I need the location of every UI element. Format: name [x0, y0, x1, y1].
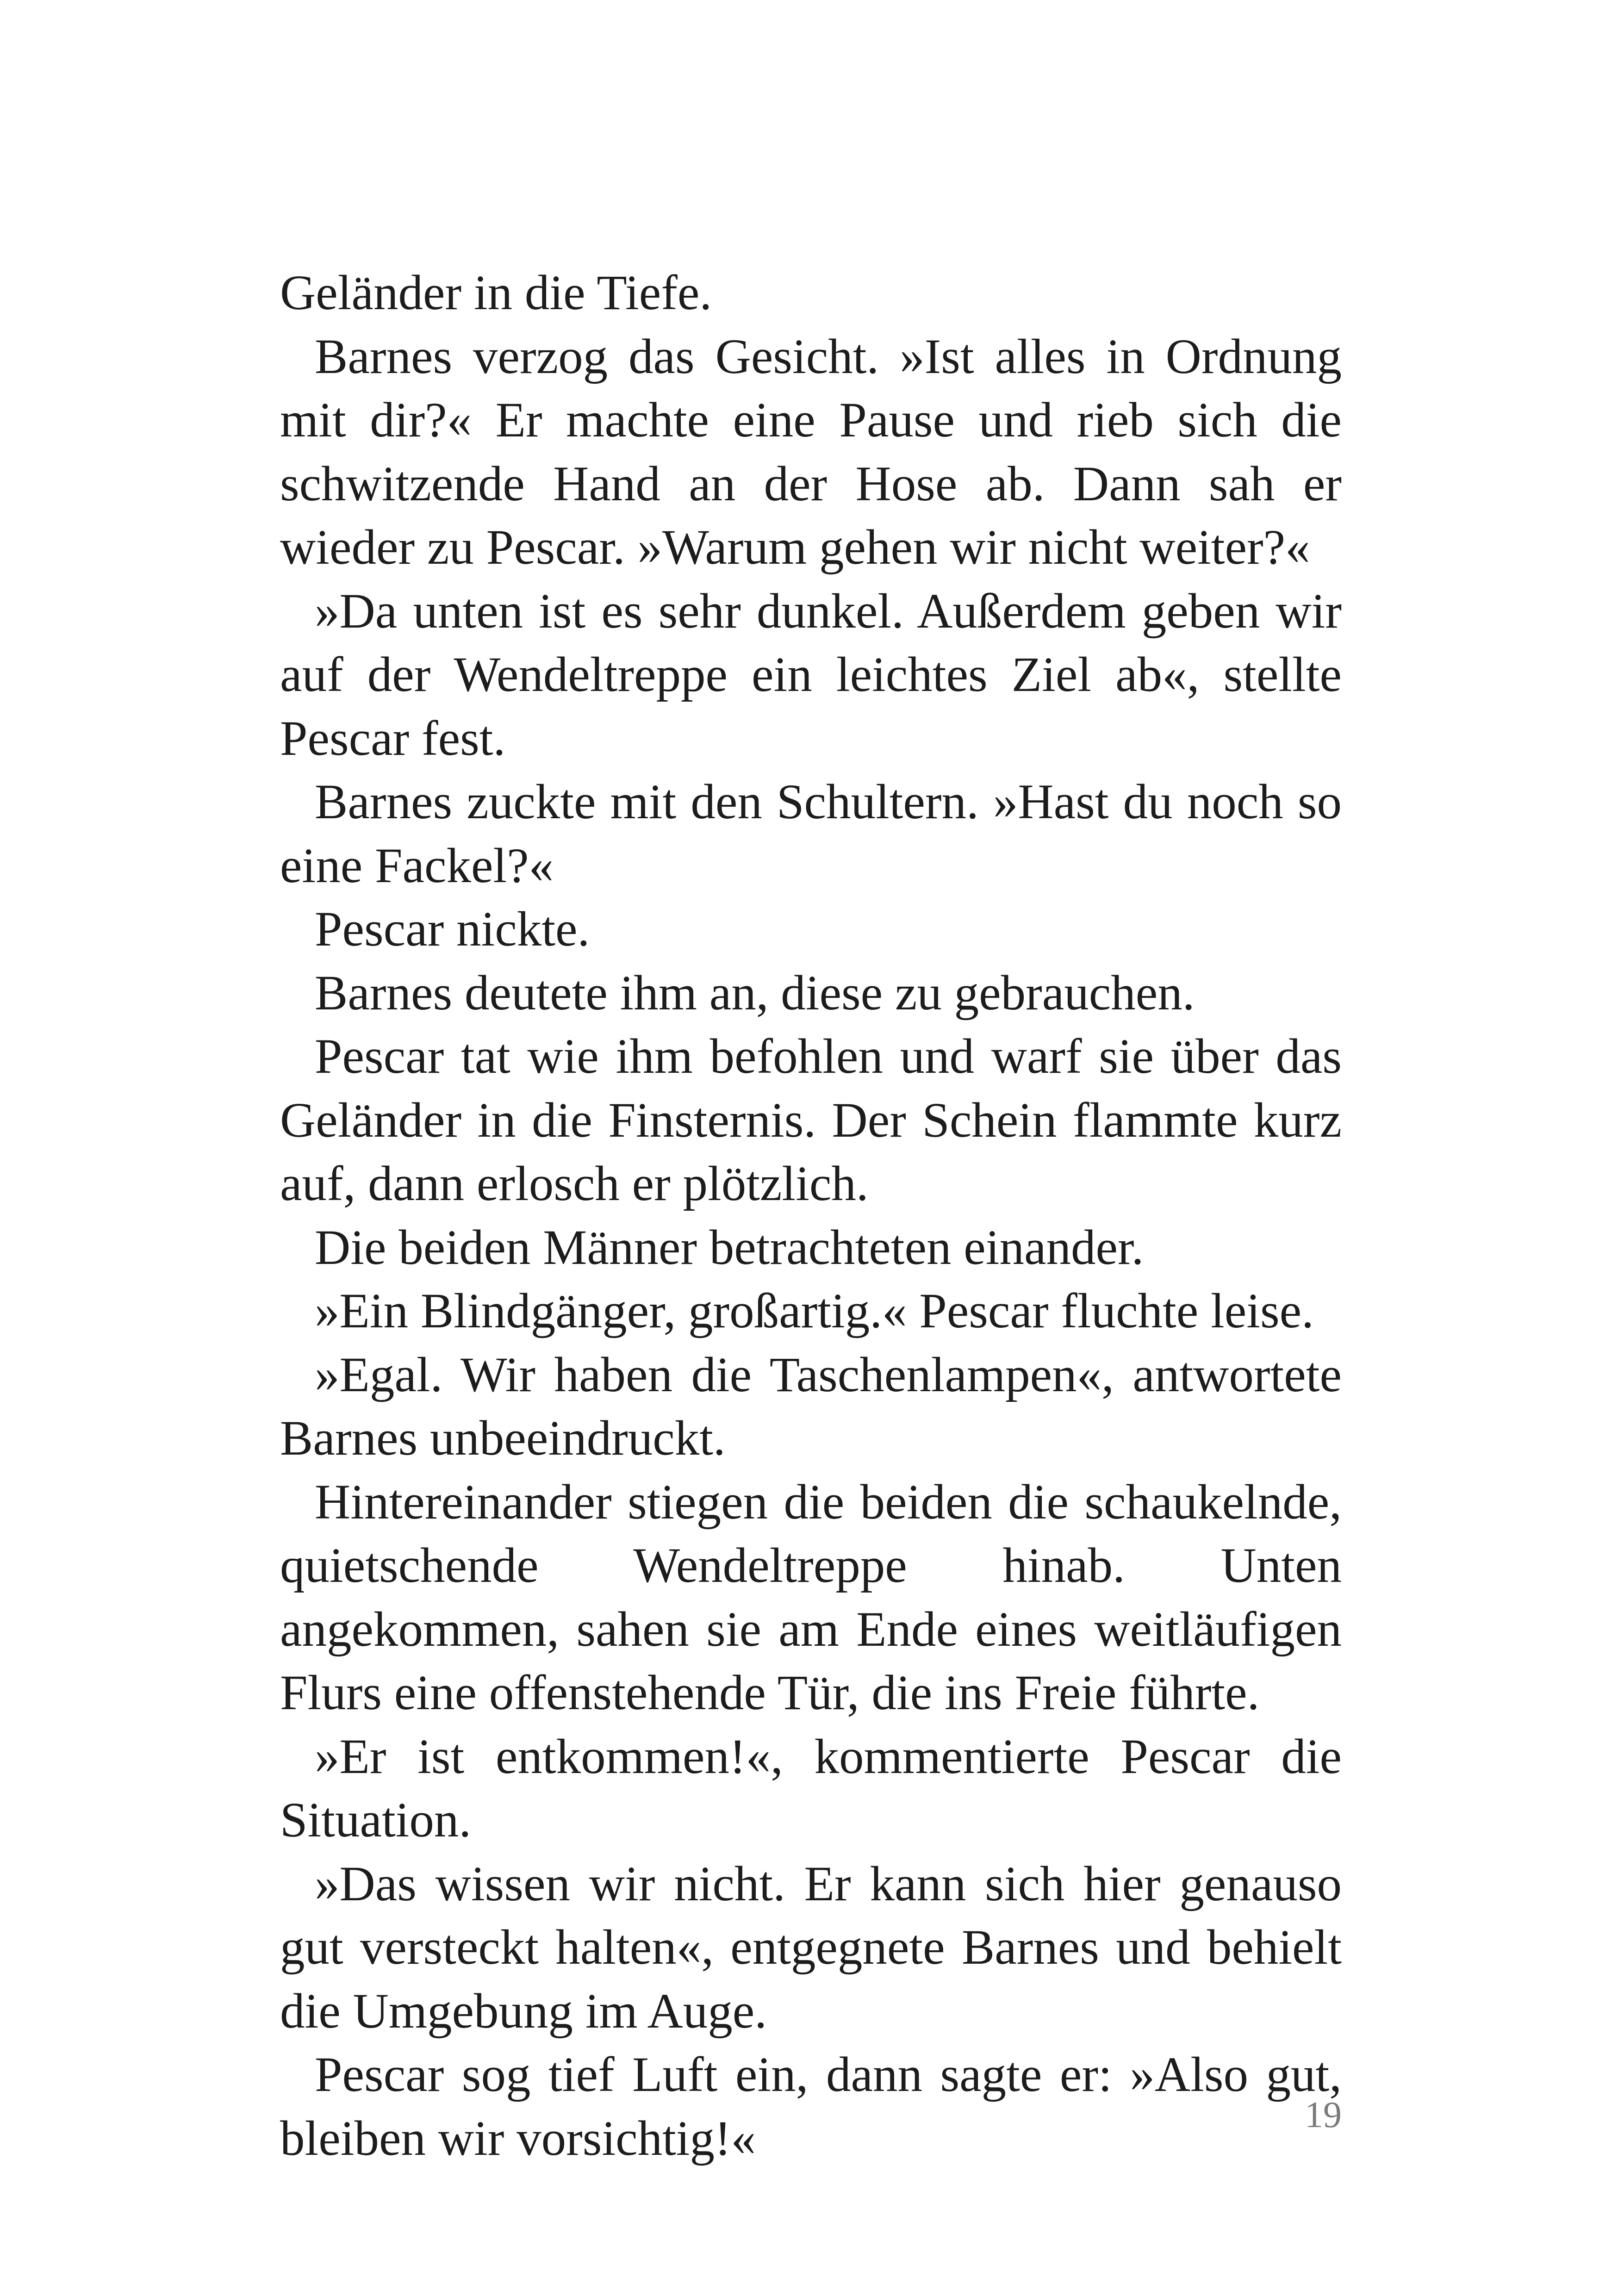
page-number: 19: [1305, 2095, 1342, 2135]
paragraph: »Das wissen wir nicht. Er kann sich hier genauso gut versteckt halten«, entgegnete Barnes und behielt die Umgebung im Auge.: [280, 1856, 1342, 2039]
paragraph: »Er ist entkommen!«, kommentierte Pescar die Situation.: [280, 1729, 1342, 1848]
paragraph: »Ein Blindgänger, großartig.« Pescar fluchte leise.: [315, 1284, 1314, 1338]
paragraph: »Da unten ist es sehr dunkel. Außerdem geben wir auf der Wendeltreppe ein leichtes Ziel ab«, stellte Pescar fest.: [280, 584, 1342, 766]
paragraph: Pescar tat wie ihm befohlen und warf sie über das Geländer in die Finsternis. Der Schein flammte kurz auf, dann erlosch er plötzlich.: [280, 1029, 1342, 1211]
paragraph: Pescar sog tief Luft ein, dann sagte er: »Also gut, bleiben wir vorsichtig!«: [280, 2047, 1342, 2166]
paragraph: Barnes deutete ihm an, diese zu gebrauchen.: [315, 965, 1195, 1020]
paragraph: Die beiden Männer betrachteten einander.: [315, 1220, 1144, 1275]
body-text: [280, 261, 1342, 2171]
paragraph: Pescar nickte.: [315, 902, 590, 957]
paragraph: Geländer in die Tiefe.: [280, 266, 712, 320]
paragraph: Hintereinander stiegen die beiden die schaukelnde, quietschende Wendeltreppe hinab. Unten angekommen, sahen sie am Ende eines weitläufigen Flurs eine offenstehende Tür, die ins Freie führte.: [280, 1475, 1342, 1720]
paragraph: Barnes verzog das Gesicht. »Ist alles in Ordnung mit dir?« Er machte eine Pause und rieb sich die schwitzende Hand an der Hose ab. Dann sah er wieder zu Pescar. »Warum gehen wir nicht weiter?«: [280, 329, 1342, 575]
paragraph: Barnes zuckte mit den Schultern. »Hast du noch so eine Fackel?«: [280, 775, 1342, 893]
paragraph: »Egal. Wir haben die Taschenlampen«, antwortete Barnes unbeeindruckt.: [280, 1347, 1342, 1466]
